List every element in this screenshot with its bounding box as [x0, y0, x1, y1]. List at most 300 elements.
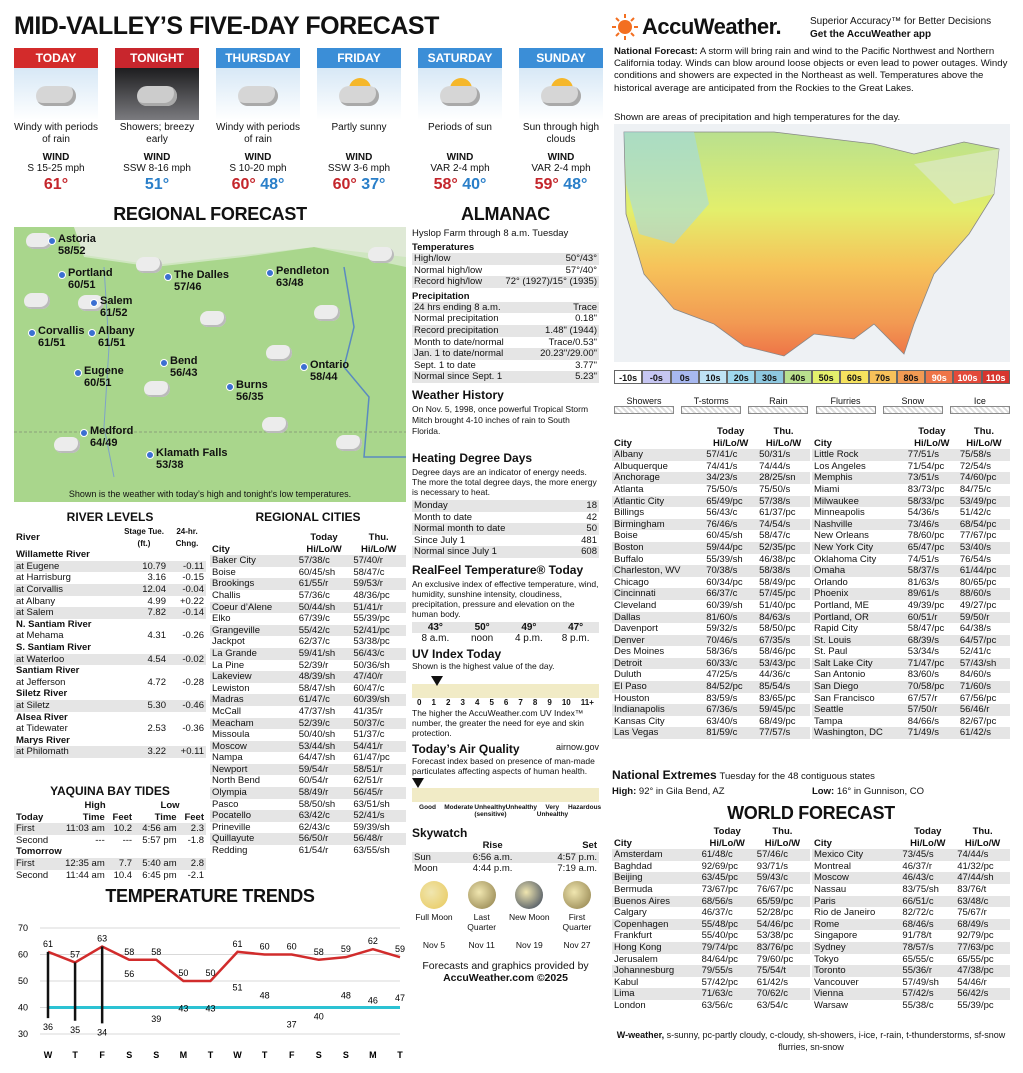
low-temp: 48° [563, 176, 588, 193]
x-tick-label: M [179, 1050, 188, 1060]
oregon-map [14, 227, 406, 502]
almanac-source: Hyslop Farm through 8 a.m. Tuesday [412, 228, 569, 239]
low-data-label: 43 [205, 1003, 216, 1014]
table-row: San Diego 70/58/pc 71/60/s [812, 681, 1010, 693]
table-row: Hong Kong 79/74/pc 83/76/pc [612, 942, 810, 954]
table-row: at Waterloo 4.54 -0.02 [16, 653, 204, 665]
uv-pointer-icon [431, 676, 443, 686]
low-data-label: 51 [232, 982, 243, 993]
uv-tick: 3 [460, 697, 465, 707]
almanac-title: ALMANAC [461, 204, 550, 224]
x-tick-label: T [72, 1050, 78, 1060]
table-row: at Harrisburg 3.16 -0.15 [16, 572, 204, 584]
table-row: Second 11:44 am 10.4 6:45 pm -2.1 [16, 869, 204, 881]
table-row: Johannesburg 79/55/s 75/54/t [612, 965, 810, 977]
day-card [216, 48, 300, 194]
table-row: Coeur d’Alene 50/44/sh 51/41/r [210, 602, 406, 614]
x-tick-label: S [153, 1050, 160, 1060]
rain-cloud-icon [314, 305, 340, 321]
high-data-label: 60 [259, 941, 270, 952]
precip-key: Showers [614, 396, 674, 414]
table-row: Normal since Sept. 1 5.23" [414, 371, 597, 383]
table-row: Des Moines 58/36/s 58/46/pc [614, 646, 796, 658]
table-row: Pocatello 63/42/c 52/41/s [210, 810, 406, 822]
table-row: Chicago 60/34/pc 58/49/pc [614, 576, 796, 588]
city-marker [80, 429, 88, 437]
realfeel-item: 50° noon [459, 622, 506, 644]
table-row: at Corvallis 12.04 -0.04 [16, 583, 204, 595]
table-row: Las Vegas 81/59/c 77/57/s [612, 727, 810, 739]
rain-cloud-icon [144, 381, 170, 397]
legend-swatch: 0s [671, 370, 699, 384]
partly-sunny-icon [317, 68, 401, 120]
realfeel-item: 43° 8 a.m. [412, 622, 459, 644]
low-temp: 40° [462, 176, 487, 193]
day-temps [216, 176, 300, 194]
low-data-label: 48 [340, 990, 351, 1001]
day-description: Sun through high clouds [522, 122, 600, 145]
city-label: Medford 64/49 [90, 425, 134, 449]
city-marker [164, 273, 172, 281]
legend-swatch: 30s [755, 370, 783, 384]
river-levels-title: RIVER LEVELS [66, 510, 154, 524]
table-row: Rome 68/46/s 68/49/s [812, 919, 1010, 931]
moon-phase: Last Quarter Nov 11 [460, 881, 504, 950]
low-data-label: 56 [124, 969, 135, 980]
wind-value: SSW 8-16 mph [123, 163, 191, 174]
table-row: Boise 60/45/sh 58/47/c [614, 530, 791, 542]
high-data-label: 61 [42, 938, 54, 949]
high-data-label: 62 [367, 936, 378, 947]
table-row: Baker City 57/38/c 57/40/r [210, 555, 406, 567]
day-temps [14, 176, 98, 194]
low-data-label: 46 [367, 995, 378, 1006]
table-row: Seattle 57/50/r 56/46/r [812, 704, 1010, 716]
legend-swatch: 40s [784, 370, 812, 384]
river-name: N. Santiam River [16, 618, 92, 630]
table-row: Newport 59/54/r 58/51/r [210, 764, 406, 776]
table-row: Vienna 57/42/s 56/42/s [812, 988, 1010, 1000]
aq-level: Very Unhealthy [536, 803, 569, 818]
table-row: Pasco 58/50/sh 63/51/sh [212, 798, 390, 810]
high-temp: 60° [231, 176, 256, 193]
table-row: Phoenix 89/61/s 88/60/s [812, 588, 1010, 600]
table-row: La Grande 59/41/sh 56/43/c [210, 648, 406, 660]
table-row: Challis 57/36/c 48/36/pc [212, 589, 390, 601]
city-marker [160, 359, 168, 367]
table-row: Billings 56/43/c 61/37/pc [614, 507, 796, 519]
aq-level: Moderate [444, 803, 474, 811]
wind-value: S 15-25 mph [27, 163, 85, 174]
uv-tick: 8 [532, 697, 538, 707]
temperature-trends-title: TEMPERATURE TRENDS [105, 886, 315, 906]
city-label: Klamath Falls 53/38 [156, 447, 228, 471]
x-tick-label: F [288, 1050, 295, 1060]
wind-label: WIND [244, 152, 272, 163]
table-row: Warsaw 55/38/c 55/39/pc [814, 999, 994, 1011]
legend-swatch: 20s [727, 370, 755, 384]
precip-key: Flurries [816, 396, 876, 414]
low-data-label: 39 [151, 1014, 162, 1025]
table-row: Brookings 61/55/r 59/53/r [210, 578, 406, 590]
precip-key: Snow [883, 396, 943, 414]
table-row: Beijing 63/45/pc 59/43/c [612, 872, 810, 884]
table-row: Cleveland 60/39/sh 51/40/pc [614, 599, 796, 611]
aw-app: Get the AccuWeather app [810, 29, 932, 40]
low-temp: 51° [144, 176, 170, 193]
day-name: SATURDAY [418, 48, 502, 68]
realfeel-item: 47° 8 p.m. [552, 622, 599, 644]
rain-cloud-icon [14, 68, 98, 120]
table-row: Cincinnati 66/37/c 57/45/pc [612, 588, 810, 600]
rain-cloud-icon [136, 257, 162, 273]
table-row: Jackpot 62/37/c 53/38/pc [212, 636, 390, 648]
table-row: Charleston, WV 70/38/s 58/38/s [612, 565, 810, 577]
river-name: Willamette River [16, 549, 90, 561]
table-row: Normal high/low 57°/40° [414, 264, 597, 276]
city-label: Bend 56/43 [170, 355, 198, 379]
high-data-label: 57 [70, 949, 81, 960]
city-label: Albany 61/51 [98, 325, 135, 349]
weather-key: W-weather, s-sunny, pc-partly cloudy, c-cloudy, sh-showers, i-ice, r-rain, t-thunderstorms, sf-snow flurries, sn-snow [616, 1030, 1006, 1052]
rain-cloud-icon [200, 311, 226, 327]
table-row: Second --- --- 5:57 pm -1.8 [16, 834, 204, 846]
moon-icon [468, 881, 496, 909]
uv-tick: 4 [474, 697, 480, 707]
accuweather-logo: AccuWeather. [642, 14, 782, 39]
table-row: Minneapolis 54/36/s 51/42/c [814, 507, 992, 519]
weather-history-title: Weather History [412, 387, 504, 402]
table-row: North Bend 60/54/r 62/51/r [212, 775, 383, 787]
regional-forecast-title: REGIONAL FORECAST [113, 204, 307, 224]
table-row: Kabul 57/42/pc 61/42/s [614, 976, 788, 988]
table-row: Little Rock 77/51/s 75/58/s [812, 449, 1010, 461]
table-row: Singapore 91/78/t 92/79/pc [814, 930, 994, 942]
aq-scale [412, 778, 602, 824]
table-row: Lima 71/63/c 70/62/c [612, 988, 810, 1000]
city-label: Corvallis 61/51 [38, 325, 85, 349]
uv-tick: 6 [503, 697, 509, 707]
day-temps [418, 176, 502, 194]
low-data-label: 48 [259, 990, 270, 1001]
sun-cloud-icon [418, 68, 502, 120]
river-name: Siletz River [16, 688, 68, 700]
precip-key: Rain [748, 396, 808, 414]
high-data-label: 59 [340, 944, 351, 955]
x-tick-label: S [342, 1050, 349, 1060]
city-marker [300, 363, 308, 371]
sun-logo-icon [612, 14, 638, 40]
wind-label: WIND [446, 152, 474, 163]
us-cities-right: Today Thu. City Hi/Lo/W Hi/Lo/W Little Rock 77/51/s 75/58/s Los Angeles 71/54/pc 72/54/s Memphis 73/51/s 74/60/pc Miami 83/73/pc 84/75/c Milwaukee 58/33/pc 53/49/pc Minneapolis 54/36/s 51/42/c Nashville 73/46/s 68/54/pc New Orleans 78/60/pc 77/67/pc New York City 65/47/pc 53/40/s Oklahoma City 74/51/s 76/54/s Omaha 58/37/s 61/44/pc Orlando 81/63/s 80/65/pc Phoenix 89/61/s 88/60/s Portland, ME 49/39/pc 49/27/pc Portland, OR 60/51/r 59/50/r Rapid City 58/47/pc 64/38/s St. Louis 68/39/s 64/57/pc St. Paul 53/34/s 52/41/c Salt Lake City 71/47/pc 57/43/sh San Antonio 83/60/s 84/60/s San Diego 70/58/pc 71/60/s San Francisco 67/57/r 67/56/pc Seattle 57/50/r 56/46/r Tampa 84/66/s 82/67/pc Washington, DC 71/49/s 61/42/s [812, 426, 1010, 739]
table-row: at Philomath 3.22 +0.11 [16, 746, 204, 758]
table-row: Milwaukee 58/33/pc 53/49/pc [812, 496, 1010, 508]
table-row: at Albany 4.99 +0.22 [16, 595, 204, 607]
aq-pointer-icon [412, 778, 424, 788]
legend-swatch: 60s [840, 370, 868, 384]
legend-swatch: 110s [982, 370, 1010, 384]
wind-value: VAR 2-4 mph [430, 163, 490, 174]
table-row: Monday 18 [414, 499, 597, 511]
table-row: El Paso 84/52/pc 85/54/s [612, 681, 810, 693]
national-forecast: National Forecast: A storm will bring rain and wind to the Pacific Northwest and Northern California today. Winds can blow around loose objects or even lead to power outages. Windy conditions and showers are expected in the Northeast as well. Temperatures above the historical average are anticipated from the Rockies to the Great Lakes. [614, 46, 1008, 94]
table-row: Boise 60/45/sh 58/47/c [212, 566, 385, 578]
table-row: McCall 47/37/sh 41/35/r [212, 705, 383, 717]
aq-level: Good [419, 803, 436, 811]
table-row: Missoula 50/40/sh 51/37/c [212, 729, 385, 741]
table-row: Birmingham 76/46/s 74/54/s [612, 519, 810, 531]
low-data-label: 34 [97, 1027, 108, 1038]
y-tick-label: 30 [18, 1029, 29, 1039]
temperature-trends-chart [14, 908, 406, 1060]
table-row: Memphis 73/51/s 74/60/pc [812, 472, 1010, 484]
day-description: Showers; breezy early [119, 122, 195, 145]
city-marker [90, 299, 98, 307]
wind-value: SSW 3-6 mph [327, 163, 391, 174]
wind-value: VAR 2-4 mph [531, 163, 591, 174]
x-tick-label: T [261, 1050, 268, 1060]
table-row: Month to date/normal Trace/0.53" [414, 336, 597, 348]
hdd-desc: Degree days are an indicator of energy needs. The more the total degree days, the more energy is necessary to heat. [412, 466, 597, 497]
table-row: Paris 66/51/c 63/48/c [812, 896, 1010, 908]
uv-tick: 9 [547, 697, 552, 707]
moon-phase: Full Moon Nov 5 [412, 881, 456, 950]
map-caption: Shown is the weather with today’s high and tonight’s low temperatures. [68, 489, 352, 499]
high-data-label: 50 [178, 968, 189, 978]
low-data-label: 35 [70, 1024, 81, 1035]
rain-cloud-icon [54, 437, 80, 453]
table-row: Jan. 1 to date/normal 20.23"/29.00" [414, 348, 597, 360]
regional-cities-table: Today Thu. City Hi/Lo/W Hi/Lo/W Baker City 57/38/c 57/40/r Boise 60/45/sh 58/47/c Brookings 61/55/r 59/53/r Challis 57/36/c 48/36/pc Coeur d’Alene 50/44/sh 51/41/r Elko 67/39/c 55/39/pc Grangeville 55/42/c 52/41/pc Jackpot 62/37/c 53/38/pc La Grande 59/41/sh 56/43/c La Pine 52/39/r 50/36/sh Lakeview 48/39/sh 47/40/r Lewiston 58/47/sh 60/47/c Madras 61/47/c 60/39/sh McCall 47/37/sh 41/35/r Meacham 52/39/c 50/37/c Missoula 50/40/sh 51/37/c Moscow 53/44/sh 54/41/r Nampa 64/47/sh 61/47/pc Newport 59/54/r 58/51/r North Bend 60/54/r 62/51/r Olympia 58/49/r 56/45/r Pasco 58/50/sh 63/51/sh Pocatello 63/42/c 52/41/s Prineville 62/43/c 59/39/sh Quillayute 56/50/r 56/48/r Redding 61/54/r 63/55/sh [210, 532, 406, 857]
city-marker [48, 237, 56, 245]
legend-swatch: 10s [699, 370, 727, 384]
table-row: Toronto 55/36/r 47/38/pc [812, 965, 1010, 977]
high-data-label: 60 [286, 941, 297, 952]
high-temp: 58° [433, 176, 458, 193]
uv-tick: 10 [561, 697, 571, 707]
precip-key: Ice [950, 396, 1010, 414]
moon-phase: First Quarter Nov 27 [555, 881, 599, 950]
table-row: Orlando 81/63/s 80/65/pc [814, 576, 997, 588]
realfeel-desc: An exclusive index of effective temperature, wind, humidity, sunshine intensity, cloudiness, precipitation, pressure and elevation on the human body. [412, 578, 599, 619]
table-row: Mexico City 73/45/s 74/44/s [812, 849, 1010, 861]
table-row: Boston 59/44/pc 52/35/pc [612, 542, 810, 554]
uv-tick: 11+ [580, 697, 594, 707]
river-name: Marys River [16, 734, 70, 746]
city-label: Astoria 58/52 [58, 233, 96, 257]
aw-tagline: Superior Accuracy™ for Better Decisions [810, 16, 992, 27]
table-row: Record high/low 72° (1927)/15° (1935) [414, 276, 597, 288]
table-row: New Orleans 78/60/pc 77/67/pc [814, 530, 997, 542]
realfeel-item: 49° 4 p.m. [506, 622, 553, 644]
map-note: Shown are areas of precipitation and high temperatures for the day. [614, 112, 901, 123]
city-label: Portland 60/51 [68, 267, 113, 291]
legend-swatch: 50s [812, 370, 840, 384]
low-data-label: 37 [286, 1019, 297, 1030]
aq-level: Unhealthy (sensitive) [474, 803, 507, 818]
table-row: Normal precipitation 0.18" [414, 313, 597, 325]
air-quality-source: airnow.gov [555, 741, 599, 752]
day-name: TODAY [14, 48, 98, 68]
uv-tick: 1 [431, 697, 436, 707]
y-tick-label: 60 [18, 949, 29, 960]
table-row: Atlanta 75/50/s 75/50/s [614, 483, 791, 495]
table-row: Prineville 62/43/c 59/39/sh [212, 821, 390, 833]
table-row: Since July 1 481 [414, 534, 597, 546]
world-right: Today Thu. City Hi/Lo/W Hi/Lo/W Mexico City 73/45/s 74/44/s Montreal 46/37/r 41/32/pc Moscow 46/43/c 47/44/sh Nassau 83/75/sh 83/76/t Paris 66/51/c 63/48/c Rio de Janeiro 82/72/c 75/67/r Rome 68/46/s 68/49/s Singapore 91/78/t 92/79/pc Sydney 78/57/s 77/63/pc Tokyo 65/55/c 65/55/pc Toronto 55/36/r 47/38/pc Vancouver 57/49/sh 54/46/r Vienna 57/42/s 56/42/s Warsaw 55/38/c 55/39/pc [812, 826, 1010, 1012]
x-tick-label: M [369, 1050, 377, 1060]
wind-label: WIND [143, 152, 171, 163]
day-name: FRIDAY [317, 48, 401, 68]
city-marker [74, 369, 82, 377]
moon-phase: New Moon Nov 19 [507, 881, 551, 950]
city-marker [28, 329, 36, 337]
table-row: Montreal 46/37/r 41/32/pc [814, 860, 994, 872]
table-row: Jerusalem 84/64/pc 79/60/pc [614, 953, 794, 965]
table-row: St. Louis 68/39/s 64/57/pc [812, 635, 1010, 647]
tides-table: High Low Today Time Feet Time Feet First 11:03 am 10.2 4:56 am 2.3 Second --- --- 5:57 pm -1.8 Tomorrow First 12:35 am 7.7 5:40 am 2.8 Second 11:44 am 10.4 6:45 pm -2.1 [16, 800, 204, 881]
table-row: Detroit 60/33/c 53/43/pc [612, 658, 810, 670]
day-card [519, 48, 603, 194]
table-row: High/low 50°/43° [414, 253, 597, 264]
table-row: Baghdad 92/69/pc 93/71/s [614, 860, 788, 872]
high-data-label: 50 [205, 968, 216, 978]
table-row: at Siletz 5.30 -0.46 [16, 699, 204, 711]
table-row: Rio de Janeiro 82/72/c 75/67/r [814, 907, 987, 919]
city-label: Pendleton 63/48 [276, 265, 330, 289]
wind-label: WIND [345, 152, 373, 163]
tides-title: YAQUINA BAY TIDES [50, 784, 170, 798]
table-row: Moon 4:44 p.m. 7:19 a.m. [414, 863, 597, 875]
uv-title: UV Index Today [412, 646, 502, 661]
sun-cloud-icon [519, 68, 603, 120]
moon-icon [563, 881, 591, 909]
us-cities-left: Today Thu. City Hi/Lo/W Hi/Lo/W Albany 57/41/c 50/31/s Albuquerque 74/41/s 74/44/s Anchorage 34/23/s 28/25/sn Atlanta 75/50/s 75/50/s Atlantic City 65/49/pc 57/38/s Billings 56/43/c 61/37/pc Birmingham 76/46/s 74/54/s Boise 60/45/sh 58/47/c Boston 59/44/pc 52/35/pc Buffalo 55/39/sh 46/38/pc Charleston, WV 70/38/s 58/38/s Chicago 60/34/pc 58/49/pc Cincinnati 66/37/c 57/45/pc Cleveland 60/39/sh 51/40/pc Dallas 81/60/s 84/63/s Davenport 59/32/s 58/50/pc Denver 70/46/s 67/35/s Des Moines 58/36/s 58/46/pc Detroit 60/33/c 53/43/pc Duluth 47/25/s 44/36/c El Paso 84/52/pc 85/54/s Houston 83/59/s 83/65/pc Indianapolis 67/36/s 59/45/pc Kansas City 63/40/s 68/49/pc Las Vegas 81/59/c 77/57/s [612, 426, 810, 739]
table-row: Rapid City 58/47/pc 64/38/s [814, 623, 992, 635]
table-row: St. Paul 53/34/s 52/41/c [814, 646, 992, 658]
table-row: Albany 57/41/c 50/31/s [612, 449, 810, 461]
table-row: Salt Lake City 71/47/pc 57/43/sh [812, 658, 1010, 670]
city-label: Salem 61/52 [100, 295, 133, 319]
table-row: San Francisco 67/57/r 67/56/pc [814, 692, 997, 704]
legend-swatch: 90s [925, 370, 953, 384]
table-row: Month to date 42 [414, 511, 597, 523]
y-tick-label: 40 [18, 1002, 29, 1013]
river-levels-table: River Stage Tue. (ft.) 24-hr. Chng. Willamette River at Eugene 10.79 -0.11 at Harrisburg 3.16 -0.15 at Corvallis 12.04 -0.04 at Albany 4.99 +0.22 at Salem 7.82 -0.14 N. Santiam River at Mehama 4.31 -0.26 S. Santiam River at Waterloo 4.54 -0.02 Santiam River at Jefferson 4.72 -0.28 Siletz River at Siletz 5.30 -0.46 Alsea River at Tidewater 2.53 -0.36 Marys River at Philomath 3.22 +0.11 [16, 527, 204, 758]
low-data-label: 43 [178, 1003, 189, 1014]
x-tick-label: S [315, 1050, 322, 1060]
precip-key: T-storms [681, 396, 741, 414]
uv-tick: 0 [417, 697, 422, 707]
table-row: Copenhagen 55/48/pc 54/46/pc [612, 919, 810, 931]
wind-label: WIND [42, 152, 70, 163]
x-tick-label: W [43, 1050, 53, 1060]
day-description: Periods of sun [428, 122, 492, 133]
table-row: Olympia 58/49/r 56/45/r [210, 787, 406, 799]
table-row: Normal month to date 50 [414, 523, 597, 535]
rain-cloud-icon [368, 247, 394, 263]
table-row: First 12:35 am 7.7 5:40 am 2.8 [16, 857, 204, 869]
day-temps [519, 176, 603, 194]
credit-line: Forecasts and graphics provided by [422, 959, 589, 972]
table-row: Denver 70/46/s 67/35/s [612, 635, 810, 647]
day-card [14, 48, 98, 194]
uv-tick: 5 [489, 697, 494, 707]
air-quality-title: Today’s Air Quality [412, 741, 520, 756]
day-card [418, 48, 502, 194]
table-row: Meacham 52/39/c 50/37/c [210, 718, 406, 730]
credit-site: AccuWeather.com ©2025 [443, 971, 568, 984]
table-row: New York City 65/47/pc 53/40/s [812, 542, 1010, 554]
x-tick-label: S [126, 1050, 133, 1060]
city-marker [146, 451, 154, 459]
high-temp: 60° [332, 176, 357, 193]
table-row: Sept. 1 to date 3.77" [414, 359, 597, 371]
table-row: at Mehama 4.31 -0.26 [16, 630, 204, 642]
table-row: San Antonio 83/60/s 84/60/s [814, 669, 992, 681]
table-row: Omaha 58/37/s 61/44/pc [812, 565, 1010, 577]
city-marker [88, 329, 96, 337]
table-row: Lakeview 48/39/sh 47/40/r [210, 671, 406, 683]
table-row: Elko 67/39/c 55/39/pc [212, 613, 390, 625]
table-row: Sydney 78/57/s 77/63/pc [812, 942, 1010, 954]
national-extremes: National Extremes Tuesday for the 48 contiguous states [612, 768, 875, 782]
table-row: Indianapolis 67/36/s 59/45/pc [612, 704, 810, 716]
table-row: Sun 6:56 a.m. 4:57 p.m. [414, 851, 597, 863]
high-temp: 59° [534, 176, 559, 193]
aq-level: Unhealthy [505, 803, 537, 811]
y-tick-label: 50 [18, 976, 29, 986]
uv-desc: Shown is the highest value of the day. [412, 660, 555, 671]
legend-swatch: -10s [614, 370, 642, 384]
table-row: Davenport 59/32/s 58/50/pc [614, 623, 796, 635]
precipitation-head: Precipitation [412, 290, 470, 302]
x-tick-label: T [207, 1050, 214, 1060]
rain-cloud-icon [262, 417, 288, 433]
realfeel-title: RealFeel Temperature® Today [412, 562, 584, 577]
high-data-label: 58 [124, 946, 135, 957]
table-row: 24 hrs ending 8 a.m. Trace [414, 301, 597, 313]
hdd-title: Heating Degree Days [412, 450, 533, 465]
table-row: Moscow 53/44/sh 54/41/r [210, 741, 406, 753]
table-row: Moscow 46/43/c 47/44/sh [812, 872, 1010, 884]
table-row: Portland, OR 60/51/r 59/50/r [812, 612, 1010, 624]
us-map [614, 124, 1010, 362]
table-row: Anchorage 34/23/s 28/25/sn [612, 472, 810, 484]
day-card [115, 48, 199, 194]
table-row: at Tidewater 2.53 -0.36 [16, 723, 204, 735]
almanac-panel: Hyslop Farm through 8 a.m. Tuesday Temperatures High/low 50°/43° Normal high/low 57°/40° Record high/low 72° (1927)/15° (1935) Precipitation 24 hrs ending 8 a.m. Trace Normal precipitation 0.18" Record precipitation 1.48" (1944) Month to date/normal Trace/0.53" Jan. 1 to date/normal 20.23"/29.00" Sept. 1 to date 3.77" Normal since Sept. 1 5.23" Weather History On Nov. 5, 1998, once powerful Tropical Storm Mitch brought 4-10 inches of rain to South Florida. Heating Degree Days Degree days are an indicator of energy needs. The more the total degree days, the more energy is necessary to heat. Monday 18 Month to date 42 Normal month to date 50 Since July 1 481 Normal since July 1 608 RealFeel Temperature® Today An exclusive index of effective temperature, wind, humidity, sunshine intensity, cloudiness, precipitation, pressure and elevation on the human body. 43° 8 a.m. 50° noon 49° 4 p.m. 47° 8 p.m. UV Index Today Shown is the highest value of the day. 0 1 2 3 4 5 6 7 8 9 10 11+ The higher the AccuWeather.com UV Index™ number, the greater the need for eye and skin protection. Today’s Air Quality airnow.gov Forecast index based on presence of man-made particulates affecting aspects of human health. Good Moderate Unhealthy (sensitive) Unhealthy Very Unhealthy Hazardous Skywatch Rise Set Sun 6:56 a.m. 4:57 p.m. Moon 4:44 p.m. 7:19 a.m. Full Moon Nov 5 Last Quarter Nov 11 New Moon Nov 19 First Quarter Nov 27 Forecasts and graphics provided by AccuWeather.com ©2025 [412, 228, 602, 984]
legend-swatch: -0s [642, 370, 670, 384]
rain-cloud-icon [216, 68, 300, 120]
x-tick-label: T [397, 1050, 403, 1060]
table-row: Buenos Aires 68/56/s 65/59/pc [612, 896, 810, 908]
uv-tick: 2 [445, 697, 451, 707]
table-row: Washington, DC 71/49/s 61/42/s [812, 727, 1010, 739]
table-row: at Jefferson 4.72 -0.28 [16, 676, 204, 688]
night-rain-icon [115, 68, 199, 120]
temperature-legend [614, 370, 1010, 384]
page-title: MID-VALLEY’S FIVE-DAY FORECAST [14, 12, 439, 40]
wind-value: S 10-20 mph [229, 163, 287, 174]
y-tick-label: 70 [18, 923, 29, 933]
uv-tick: 7 [518, 697, 523, 707]
x-tick-label: W [233, 1050, 242, 1060]
table-row: Lewiston 58/47/sh 60/47/c [212, 682, 385, 694]
extreme-low: Low: 16° in Gunnison, CO [812, 786, 925, 797]
table-row: Calgary 46/37/c 52/28/pc [614, 907, 794, 919]
high-temp: 61° [43, 176, 69, 193]
